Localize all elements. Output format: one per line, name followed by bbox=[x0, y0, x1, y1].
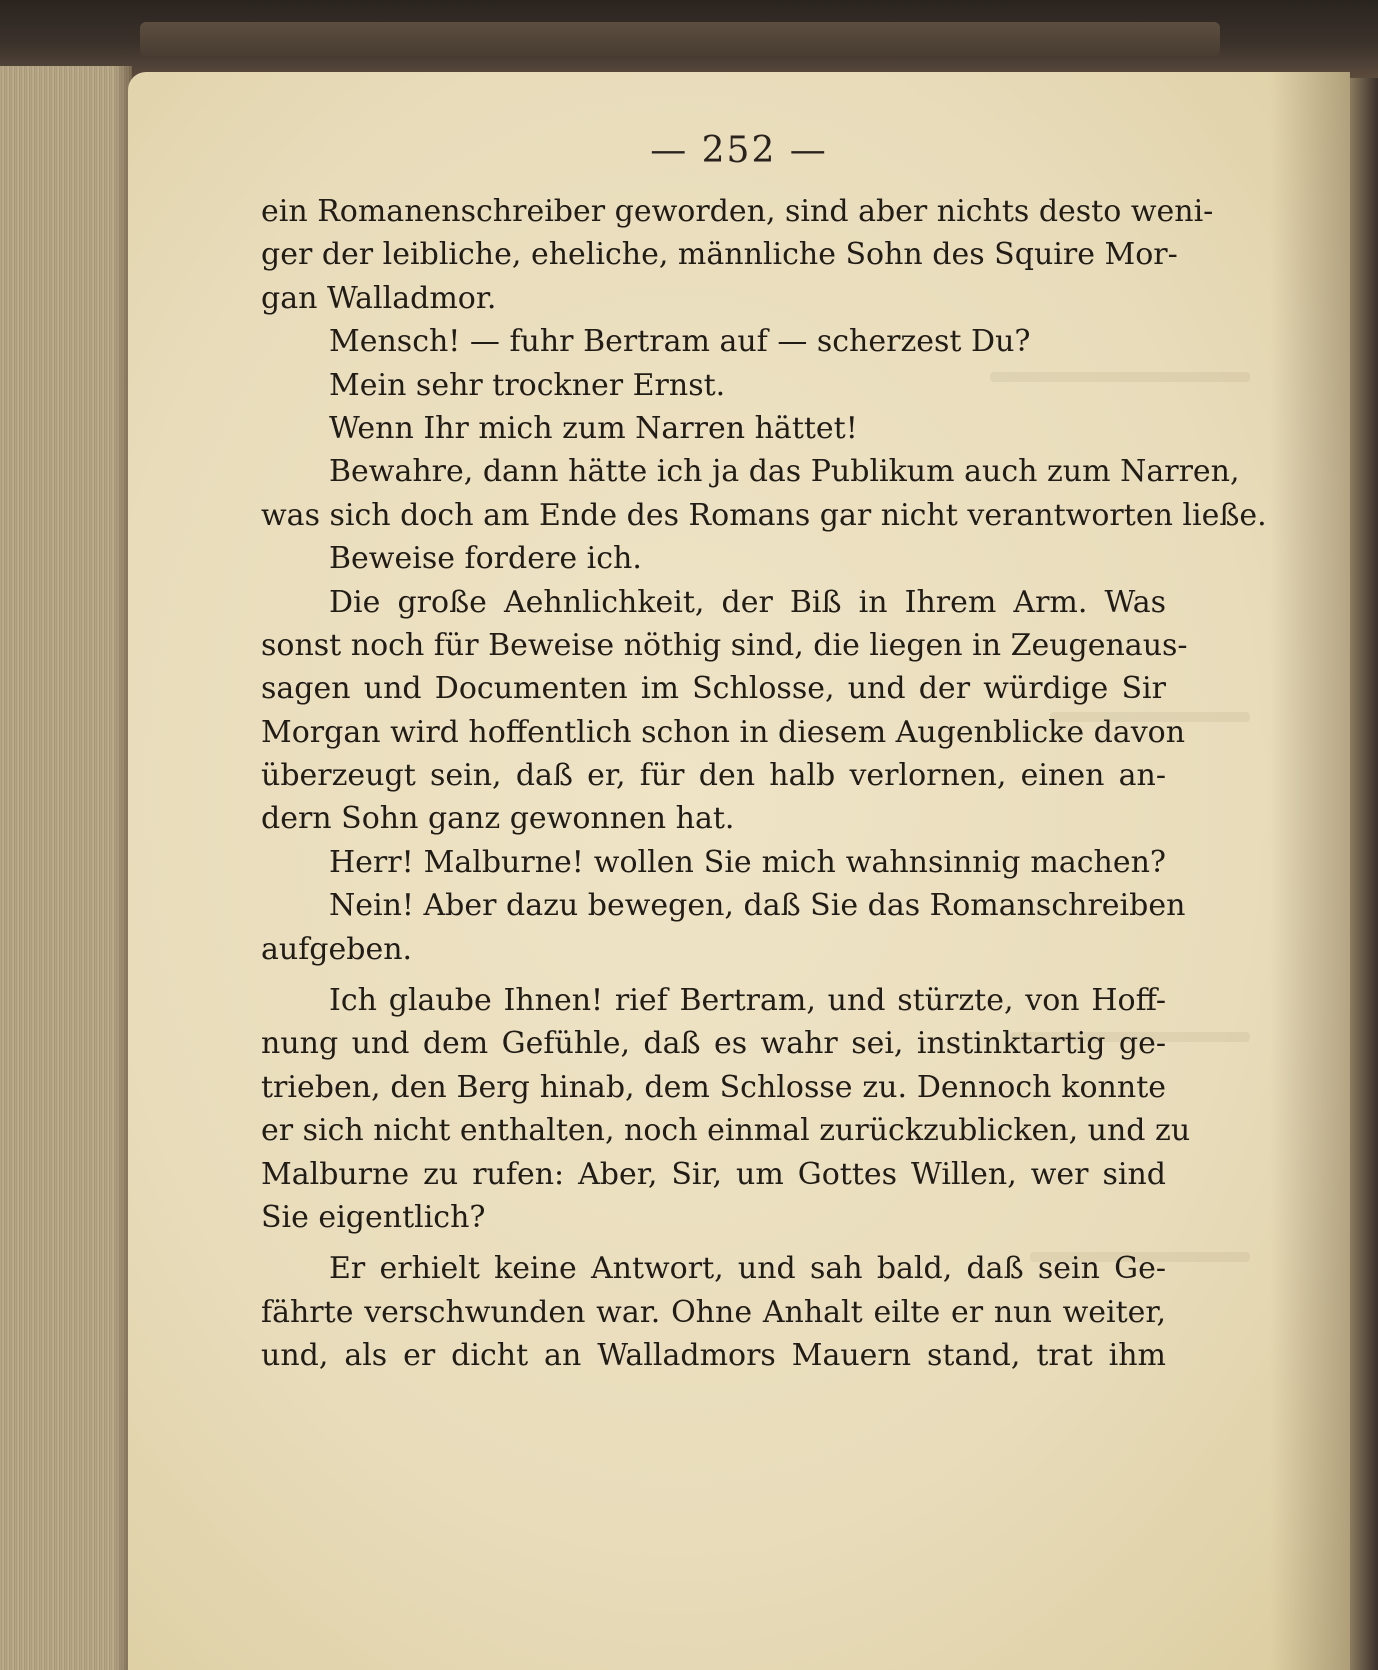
text-line: ein Romanenschreiber geworden, sind aber nichts desto weni- bbox=[261, 194, 1214, 229]
text-line: Mensch! — fuhr Bertram auf — scherzest Du? bbox=[329, 324, 1031, 360]
text-line: Nein! Aber dazu bewegen, daß Sie das Romanschreiben bbox=[329, 888, 1186, 924]
text-line: was sich doch am Ende des Romans gar nicht verantworten ließe. bbox=[261, 497, 1267, 533]
text-line: Wenn Ihr mich zum Narren hättet! bbox=[329, 410, 858, 446]
text-line: Bewahre, dann hätte ich ja das Publikum auch zum Narren, bbox=[329, 454, 1240, 490]
text-line: er sich nicht enthalten, noch einmal zurückzublicken, und zu bbox=[261, 1113, 1191, 1149]
text-line: sonst noch für Beweise nöthig sind, die liegen in Zeugenaus- bbox=[261, 627, 1188, 663]
binding-gutter-edge bbox=[1350, 78, 1378, 1670]
text-line: Malburne zu rufen: Aber, Sir, um Gottes Willen, wer sind bbox=[261, 1156, 1166, 1192]
book-page bbox=[128, 72, 1350, 1670]
text-line: aufgeben. bbox=[261, 931, 413, 967]
text-line: dern Sohn ganz gewonnen hat. bbox=[261, 801, 735, 837]
body-text bbox=[261, 190, 1267, 1378]
page-number-header: — 252 — bbox=[650, 130, 828, 171]
text-line: überzeugt sein, daß er, für den halb verlornen, einen an- bbox=[261, 758, 1166, 794]
worn-binding-strip bbox=[140, 22, 1220, 56]
page-gutter-shadow bbox=[1270, 72, 1350, 1670]
text-line: und, als er dicht an Walladmors Mauern stand, trat ihm bbox=[261, 1338, 1166, 1374]
book-board-top bbox=[0, 0, 1378, 78]
text-line: Morgan wird hoffentlich schon in diesem Augenblicke davon bbox=[261, 714, 1186, 750]
text-line: fährte verschwunden war. Ohne Anhalt eilte er nun weiter, bbox=[261, 1294, 1166, 1330]
text-line: Er erhielt keine Antwort, und sah bald, daß sein Ge- bbox=[329, 1251, 1166, 1287]
text-line: ger der leibliche, eheliche, männliche Sohn des Squire Mor- bbox=[261, 237, 1178, 273]
text-line: trieben, den Berg hinab, dem Schlosse zu. Dennoch konnte bbox=[261, 1069, 1166, 1105]
text-line: nung und dem Gefühle, daß es wahr sei, instinktartig ge- bbox=[261, 1026, 1166, 1062]
text-line: sagen und Documenten im Schlosse, und der würdige Sir bbox=[261, 671, 1166, 707]
text-line: Herr! Malburne! wollen Sie mich wahnsinnig machen? bbox=[329, 844, 1166, 880]
text-line: Sie eigentlich? bbox=[261, 1199, 486, 1235]
text-line: Die große Aehnlichkeit, der Biß in Ihrem Arm. Was bbox=[329, 584, 1166, 620]
text-line: Ich glaube Ihnen! rief Bertram, und stürzte, von Hoff- bbox=[329, 983, 1166, 1019]
text-line: Mein sehr trockner Ernst. bbox=[329, 367, 726, 403]
text-line: gan Walladmor. bbox=[261, 280, 497, 316]
text-line: Beweise fordere ich. bbox=[329, 541, 642, 577]
page-edges-block bbox=[0, 66, 132, 1670]
